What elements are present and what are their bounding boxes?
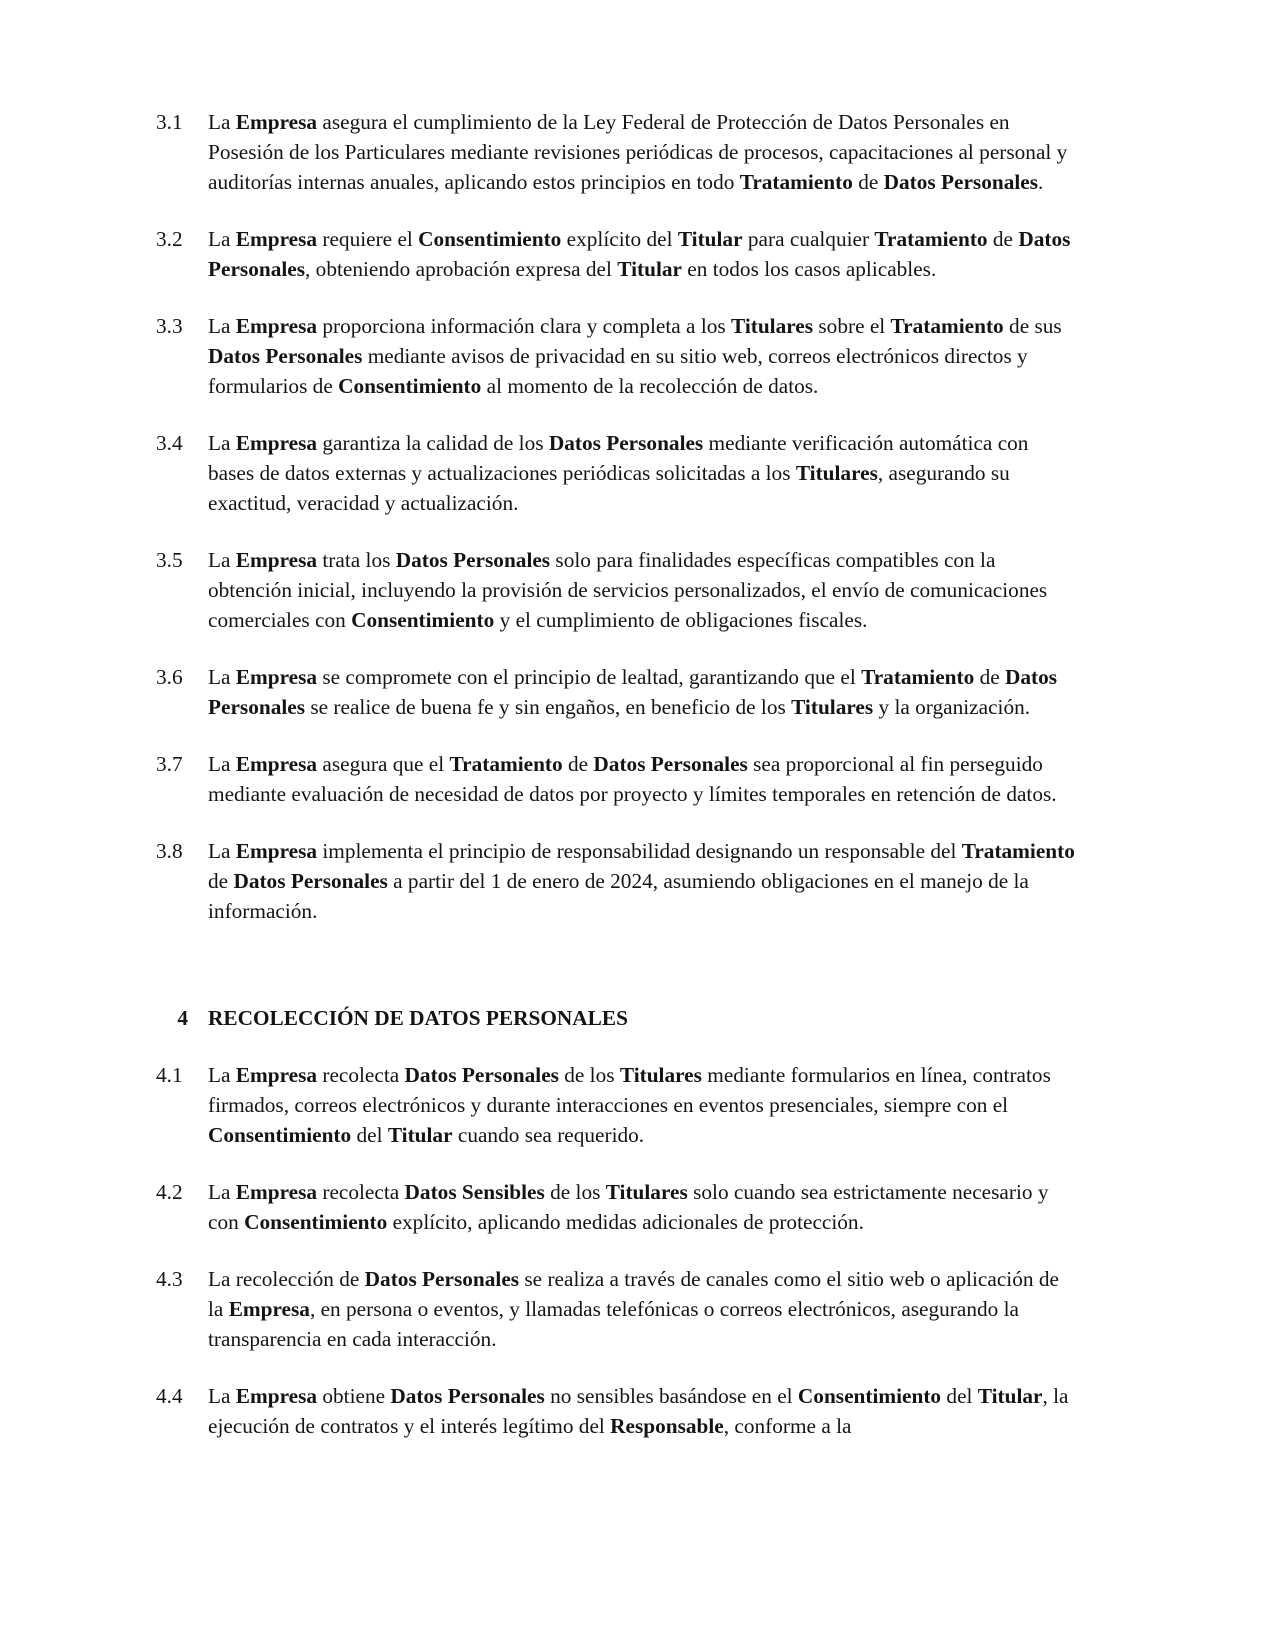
section-title [208, 1003, 1076, 1033]
text-run: La [208, 110, 236, 134]
clause-3.4 [156, 428, 1076, 518]
defined-term: Datos Personales [390, 1384, 545, 1408]
text-run: La [208, 548, 236, 572]
defined-term: Datos Personales [395, 548, 551, 572]
text-run: se compromete con el principio de lealtad, garantizando que el [317, 665, 862, 689]
text-run: mediante verificación automática con bases de datos externas y actualizaciones periódicas solicitadas a los [208, 431, 1029, 485]
text-run: explícito del [561, 227, 678, 251]
text-run: La [208, 431, 236, 455]
defined-term: Tratamiento [961, 839, 1075, 863]
text-run: , la ejecución de contratos y el interés legítimo del [208, 1384, 1069, 1438]
text-run: de [974, 665, 1006, 689]
clause-text [208, 311, 1076, 401]
defined-term: Titular [677, 227, 743, 251]
clause-number: 4.1 [156, 1063, 183, 1087]
text-run: . [1038, 170, 1044, 194]
text-run: La [208, 1180, 236, 1204]
defined-term: Tratamiento [449, 752, 563, 776]
clause-number: 3.3 [156, 314, 183, 338]
text-run: , asegurando su exactitud, veracidad y actualización. [208, 461, 1010, 515]
defined-term: Datos Personales [593, 752, 748, 776]
clause-number: 3.8 [156, 839, 183, 863]
defined-term: Consentimiento [244, 1210, 388, 1234]
clause-4.1 [156, 1060, 1076, 1150]
defined-term: Titulares [619, 1063, 702, 1087]
text-run: garantiza la calidad de los [317, 431, 549, 455]
clause-number: 3.6 [156, 665, 183, 689]
defined-term: RECOLECCIÓN DE DATOS PERSONALES [208, 1006, 628, 1030]
text-run: solo para finalidades específicas compatibles con la obtención inicial, incluyendo la provisión de servicios personalizados, el envío de comunicaciones comerciales con [208, 548, 1048, 632]
text-run: asegura que el [317, 752, 450, 776]
policy-document [156, 107, 1076, 1468]
clause-text [208, 107, 1076, 197]
text-run: proporciona información clara y completa a los [317, 314, 731, 338]
text-run: para cualquier [742, 227, 875, 251]
text-run: solo cuando sea estrictamente necesario y con [208, 1180, 1049, 1234]
clause-number: 3.1 [156, 110, 183, 134]
text-run: recolecta [317, 1063, 405, 1087]
defined-term: Empresa [235, 665, 318, 689]
clause-text [208, 749, 1076, 809]
text-run: mediante formularios en línea, contratos firmados, correos electrónicos y durante interacciones en eventos presenciales, siempre con el [208, 1063, 1051, 1117]
defined-term: Datos Personales [208, 344, 363, 368]
clause-number: 4.4 [156, 1384, 183, 1408]
clause-number: 3.7 [156, 752, 183, 776]
clause-text [208, 662, 1076, 722]
text-run: de [852, 170, 884, 194]
clause-4.3 [156, 1264, 1076, 1354]
defined-term: Consentimiento [208, 1123, 352, 1147]
text-run: no sensibles basándose en el [544, 1384, 798, 1408]
text-run: explícito, aplicando medidas adicionales de protección. [387, 1210, 864, 1234]
text-run: de los [544, 1180, 606, 1204]
text-run: , obteniendo aprobación expresa del [305, 257, 618, 281]
clause-3.2 [156, 224, 1076, 284]
defined-term: Consentimiento [338, 374, 482, 398]
defined-term: Empresa [235, 1180, 318, 1204]
defined-term: Datos Personales [208, 227, 1071, 281]
text-run: La [208, 665, 236, 689]
section-heading-4 [156, 1003, 1076, 1033]
defined-term: Tratamiento [861, 665, 975, 689]
defined-term: Empresa [235, 548, 318, 572]
clause-4.2 [156, 1177, 1076, 1237]
text-run: de sus [1003, 314, 1062, 338]
text-run: asegura el cumplimiento de la Ley Federal de Protección de Datos Personales en Posesión de los Particulares mediante revisiones periódicas de procesos, capacitaciones al personal y auditorías internas anuales, aplicando estos principios en todo [208, 110, 1068, 194]
text-run: en todos los casos aplicables. [681, 257, 937, 281]
defined-term: Empresa [235, 431, 318, 455]
clause-number: 3.2 [156, 227, 183, 251]
clause-3.7 [156, 749, 1076, 809]
text-run: sobre el [813, 314, 891, 338]
defined-term: Datos Personales [548, 431, 704, 455]
text-run: cuando sea requerido. [452, 1123, 645, 1147]
text-run: obtiene [317, 1384, 391, 1408]
clause-text [208, 1060, 1076, 1150]
defined-term: Datos Personales [404, 1063, 559, 1087]
text-run: La [208, 314, 236, 338]
section-number: 4 [177, 1006, 188, 1030]
text-run: , en persona o eventos, y llamadas telefónicas o correos electrónicos, asegurando la transparencia en cada interacción. [208, 1297, 1019, 1351]
clause-text [208, 836, 1076, 926]
clause-text [208, 545, 1076, 635]
defined-term: Titulares [795, 461, 878, 485]
defined-term: Empresa [228, 1297, 310, 1321]
document-blocks [156, 107, 1076, 1441]
defined-term: Empresa [235, 1063, 318, 1087]
text-run: mediante avisos de privacidad en su sitio web, correos electrónicos directos y formularios de [208, 344, 1028, 398]
text-run: La [208, 839, 236, 863]
clause-text [208, 428, 1076, 518]
clause-number: 3.4 [156, 431, 183, 455]
text-run: de [987, 227, 1019, 251]
defined-term: Titulares [791, 695, 874, 719]
clause-text [208, 1177, 1076, 1237]
text-run: implementa el principio de responsabilidad designando un responsable del [317, 839, 962, 863]
text-run: La [208, 1063, 236, 1087]
defined-term: Tratamiento [874, 227, 988, 251]
text-run: La [208, 752, 236, 776]
text-run: de los [558, 1063, 620, 1087]
defined-term: Datos Personales [233, 869, 388, 893]
text-run: se realice de buena fe y sin engaños, en beneficio de los [305, 695, 792, 719]
clause-3.1 [156, 107, 1076, 197]
clause-4.4 [156, 1381, 1076, 1441]
defined-term: Empresa [235, 110, 318, 134]
defined-term: Empresa [235, 1384, 318, 1408]
clause-3.8 [156, 836, 1076, 926]
defined-term: Datos Personales [364, 1267, 520, 1291]
text-run: y el cumplimiento de obligaciones fiscales. [494, 608, 868, 632]
clause-3.3 [156, 311, 1076, 401]
clause-3.6 [156, 662, 1076, 722]
text-run: La recolección de [208, 1267, 365, 1291]
defined-term: Consentimiento [351, 608, 495, 632]
text-run: del [941, 1384, 978, 1408]
text-run: sea proporcional al fin perseguido mediante evaluación de necesidad de datos por proyecto y límites temporales en retención de datos. [208, 752, 1057, 806]
text-run: , conforme a la [723, 1414, 852, 1438]
defined-term: Consentimiento [418, 227, 562, 251]
text-run: a partir del 1 de enero de 2024, asumiendo obligaciones en el manejo de la información. [208, 869, 1029, 923]
clause-number: 3.5 [156, 548, 183, 572]
defined-term: Titular [617, 257, 682, 281]
defined-term: Tratamiento [890, 314, 1004, 338]
text-run: La [208, 227, 236, 251]
defined-term: Tratamiento [739, 170, 853, 194]
text-run: trata los [317, 548, 396, 572]
defined-term: Titulares [731, 314, 814, 338]
defined-term: Titular [387, 1123, 453, 1147]
defined-term: Titulares [605, 1180, 688, 1204]
defined-term: Empresa [235, 314, 318, 338]
text-run: del [351, 1123, 388, 1147]
text-run: La [208, 1384, 236, 1408]
defined-term: Empresa [235, 227, 318, 251]
clause-3.5 [156, 545, 1076, 635]
clause-number: 4.2 [156, 1180, 183, 1204]
defined-term: Datos Personales [208, 665, 1058, 719]
text-run: de [208, 869, 234, 893]
clause-number: 4.3 [156, 1267, 183, 1291]
text-run: y la organización. [873, 695, 1031, 719]
clause-text [208, 1264, 1076, 1354]
defined-term: Titular [977, 1384, 1043, 1408]
defined-term: Responsable [610, 1414, 724, 1438]
text-run: recolecta [317, 1180, 405, 1204]
text-run: se realiza a través de canales como el sitio web o aplicación de la [208, 1267, 1059, 1321]
defined-term: Datos Personales [883, 170, 1039, 194]
clause-text [208, 224, 1076, 284]
text-run: al momento de la recolección de datos. [481, 374, 819, 398]
defined-term: Datos Sensibles [404, 1180, 545, 1204]
clause-text [208, 1381, 1076, 1441]
defined-term: Consentimiento [797, 1384, 942, 1408]
defined-term: Empresa [235, 839, 318, 863]
defined-term: Empresa [235, 752, 318, 776]
text-run: requiere el [317, 227, 419, 251]
text-run: de [562, 752, 594, 776]
